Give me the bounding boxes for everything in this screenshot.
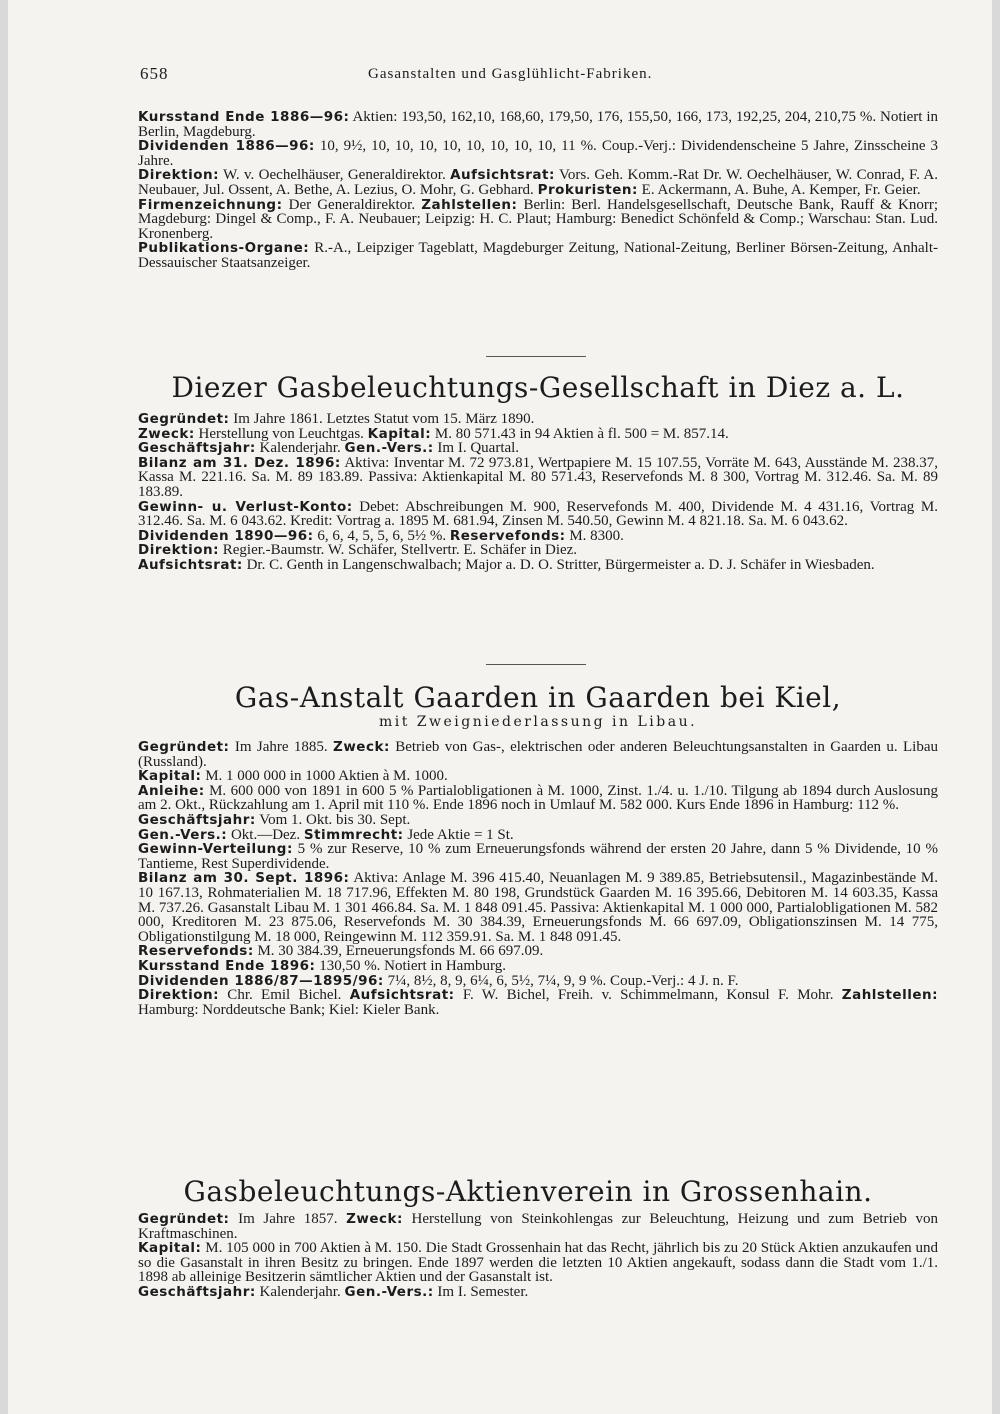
entry-publikationsorgane	[138, 241, 938, 270]
entry-label: Gen.-Vers.:	[344, 1283, 434, 1300]
entry-text: Berlin: Berl. Handelsgesellschaft, Deutsche Bank, Rauff & Knorr; Magdeburg: Dingel & Comp., F. A. Neubauer; Leipzig: H. C. Plaut; Hamburg: Benedict Schönfeld & Comp.; Warschau: Stan. Lud. Kronenberg.	[138, 196, 938, 242]
entry-text: Dr. C. Genth in Langenschwalbach; Major a. D. O. Stritter, Bürgermeister a. D. J. Schäfer in Wiesbaden.	[242, 556, 875, 573]
section-grossenhain	[138, 1212, 938, 1300]
entry-label: Firmenzeichnung:	[138, 196, 283, 213]
entry-geschaeftsjahr	[138, 813, 938, 828]
entry-label: Dividenden 1886/87—1895/96:	[138, 972, 384, 989]
entry-bilanz	[138, 871, 938, 944]
entry-text: M. 1 000 000 in 1000 Aktien à M. 1000.	[201, 768, 448, 785]
entry-label: Gen.-Vers.:	[138, 826, 228, 843]
entry-label: Gewinn- u. Verlust-Konto:	[138, 498, 353, 515]
entry-label: Kursstand Ende 1896:	[138, 957, 316, 974]
entry-label: Zweck:	[346, 1211, 403, 1227]
entry-text: Hamburg: Norddeutsche Bank; Kiel: Kieler Bank.	[138, 1001, 440, 1018]
entry-text: M. 8300.	[565, 527, 624, 544]
entry-reservefonds	[138, 944, 938, 959]
entry-dividenden	[138, 974, 938, 989]
entry-text: 10, 9½, 10, 10, 10, 10, 10, 10, 10, 10, 11 %. Coup.-Verj.: Dividendenscheine 5 Jahre, Zinsscheine 3 Jahre.	[138, 138, 938, 169]
entry-label: Kapital:	[138, 1240, 202, 1257]
entry-text: Vom 1. Okt. bis 30. Sept.	[255, 811, 411, 828]
entry-direktion	[138, 543, 938, 558]
entry-gegruendet	[138, 1212, 938, 1241]
company-heading	[138, 682, 938, 730]
entry-text: M. 80 571.43 in 94 Aktien à fl. 500 = M. 857.14.	[431, 425, 729, 442]
entry-text: Im Jahre 1885.	[229, 739, 334, 755]
entry-dividenden	[138, 529, 938, 544]
entry-text: E. Ackermann, A. Buhe, A. Kemper, Fr. Geier.	[637, 181, 921, 198]
entry-text: Vors. Geh. Komm.-Rat Dr. W. Oechelhäuser, W. Conrad, F. A. Neubauer, Jul. Ossent, A. Bethe, A. Lezius, O. Mohr, G. Gebhard.	[138, 167, 938, 198]
entry-label: Aufsichtsrat:	[349, 987, 455, 1004]
entry-label: Geschäftsjahr:	[138, 811, 256, 828]
entry-geschaeftsjahr	[138, 1285, 938, 1300]
entry-label: Aufsichtsrat:	[138, 556, 243, 573]
entry-text: 7¼, 8½, 8, 9, 6¼, 6, 5½, 7¼, 9, 9 %. Coup.-Verj.: 4 J. n. F.	[383, 972, 739, 989]
entry-text: 6, 6, 4, 5, 5, 6, 5½ %.	[313, 527, 450, 544]
entry-label: Kapital:	[138, 768, 202, 785]
entry-text: R.-A., Leipziger Tageblatt, Magdeburger Zeitung, National-Zeitung, Berliner Börsen-Zeitung, Anhalt-Dessauischer Staatsanzeiger.	[138, 240, 938, 271]
section-diez	[138, 412, 938, 573]
company-title: Gas-Anstalt Gaarden in Gaarden bei Kiel,	[234, 681, 842, 714]
entry-label: Dividenden 1890—96:	[138, 527, 314, 544]
company-title: Gasbeleuchtungs-Aktienverein in Grossenhain.	[183, 1175, 873, 1208]
entry-label: Direktion:	[138, 987, 219, 1004]
entry-label: Kursstand Ende 1886—96:	[138, 109, 350, 125]
section-divider	[486, 356, 586, 357]
entry-label: Aufsichtsrat:	[450, 167, 555, 184]
entry-kursstand	[138, 959, 938, 974]
entry-text: Jede Aktie = 1 St.	[403, 826, 514, 843]
entry-zweck	[138, 427, 938, 442]
entry-gegruendet	[138, 412, 938, 427]
entry-text: Im Jahre 1861. Letztes Statut vom 15. März 1890.	[229, 411, 535, 427]
entry-label: Zweck:	[333, 739, 390, 755]
entry-label: Stimmrecht:	[303, 826, 404, 843]
entry-kapital	[138, 1241, 938, 1285]
entry-text: F. W. Bichel, Freih. v. Schimmelmann, Konsul F. Mohr.	[454, 987, 842, 1004]
entry-gewinn-verlust	[138, 500, 938, 529]
entry-label: Zahlstellen:	[841, 987, 938, 1004]
entry-bilanz	[138, 456, 938, 500]
entry-firmenzeichnung	[138, 198, 938, 242]
document-page	[8, 0, 992, 1414]
entry-label: Direktion:	[138, 542, 219, 559]
entry-aufsichtsrat	[138, 558, 938, 573]
entry-label: Geschäftsjahr:	[138, 1283, 256, 1300]
entry-gewinn-verteilung	[138, 842, 938, 871]
entry-text: Herstellung von Leuchtgas.	[194, 425, 368, 442]
entry-label: Bilanz am 31. Dez. 1896:	[138, 454, 341, 471]
section-continued	[138, 110, 938, 271]
entry-label: Gegründet:	[138, 411, 230, 427]
entry-text: Regier.-Baumstr. W. Schäfer, Stellvertr. E. Schäfer in Diez.	[219, 542, 578, 559]
entry-label: Direktion:	[138, 167, 219, 184]
entry-text: Im Jahre 1857.	[229, 1211, 347, 1227]
entry-text: Im I. Semester.	[433, 1283, 529, 1300]
entry-kapital	[138, 769, 938, 784]
entry-text: Aktiva: Anlage M. 396 415.40, Neuanlagen M. 9 389.85, Betriebsutensil., Magazinbestände M. 10 167.13, Rohmaterialien M. 18 717.96, Effekten M. 80 198, Grundstück Gaarden M. 16 395.66, Debitoren M. 14 603.35, Kassa M. 737.26. Gasanstalt Libau M. 1 301 466.84. Sa. M. 1 848 091.45. Passiva: Aktienkapital M. 1 000 000, Partialobligationen M. 582 000, Kreditoren M. 23 875.06, Reservefonds M. 30 384.39, Erneuerungsfonds M. 66 697.09, Obligationszinsen M. 14 775, Obligationstilgung M. 18 000, Reingewinn M. 112 359.91. Sa. M. 1 848 091.45.	[138, 870, 938, 945]
entry-text: Der Generaldirektor.	[282, 196, 422, 213]
running-title: Gasanstalten und Gasglühlicht-Fabriken.	[368, 66, 653, 82]
section-divider	[486, 664, 586, 665]
entry-geschaeftsjahr	[138, 441, 938, 456]
entry-label: Geschäftsjahr:	[138, 440, 256, 457]
entry-label: Gegründet:	[138, 739, 230, 755]
entry-direktion	[138, 988, 938, 1017]
entry-text: M. 30 384.39, Erneuerungsfonds M. 66 697.09.	[253, 943, 544, 960]
entry-text: M. 600 000 von 1891 in 600 5 % Partialobligationen à M. 1000, Zinst. 1./4. u. 1./10. Tilgung ab 1894 durch Auslosung am 2. Okt., Rückzahlung am 1. April mit 110 %. Ende 1896 noch in Umlauf M. 582 000. Kurs Ende 1896 in Hamburg: 112 %.	[138, 782, 938, 814]
page-number: 658	[140, 64, 169, 83]
entry-text: Herstellung von Steinkohlengas zur Beleuchtung, Heizung und zum Betrieb von Kraftmaschinen.	[138, 1211, 939, 1242]
company-title: Diezer Gasbeleuchtungs-Gesellschaft in Diez a. L.	[171, 371, 905, 404]
entry-label: Anleihe:	[138, 782, 205, 799]
company-subtitle: mit Zweigniederlassung in Libau.	[378, 714, 698, 730]
entry-text: Chr. Emil Bichel.	[219, 987, 350, 1004]
entry-label: Prokuristen:	[537, 181, 638, 198]
entry-direktion	[138, 168, 938, 197]
entry-text: Aktiva: Inventar M. 72 973.81, Wertpapiere M. 15 107.55, Vorräte M. 643, Ausstände M. 238.37, Kassa M. 221.16. Sa. M. 89 183.89. Passiva: Aktienkapital M. 80 571.43, Reservefonds M. 8 300, Vortrag M. 312.46. Sa. M. 89 183.89.	[138, 454, 938, 500]
entry-text: Betrieb von Gas-, elektrischen oder anderen Beleuchtungsanstalten in Gaarden u. Libau (Russland).	[138, 739, 939, 770]
entry-text: Im I. Quartal.	[433, 440, 520, 457]
entry-anleihe	[138, 784, 938, 813]
section-gaarden	[138, 740, 938, 1017]
entry-label: Gen.-Vers.:	[344, 440, 434, 457]
entry-text: Okt.—Dez.	[227, 826, 304, 843]
entry-label: Gewinn-Verteilung:	[138, 841, 293, 858]
entry-label: Reservefonds:	[449, 527, 566, 544]
entry-label: Bilanz am 30. Sept. 1896:	[138, 870, 350, 887]
entry-label: Dividenden 1886—96:	[138, 138, 315, 155]
entry-label: Reservefonds:	[138, 943, 254, 960]
entry-text: Kalenderjahr.	[255, 1283, 345, 1300]
entry-text: 130,50 %. Notiert in Hamburg.	[315, 957, 506, 974]
entry-text: Kalenderjahr.	[255, 440, 345, 457]
entry-text: 5 % zur Reserve, 10 % zum Erneuerungsfonds während der ersten 20 Jahre, dann 5 % Dividende, 10 % Tantieme, Rest Superdividende.	[138, 841, 938, 872]
entry-kursstand	[138, 110, 938, 139]
entry-text: Aktien: 193,50, 162,10, 168,60, 179,50, 176, 155,50, 166, 173, 192,25, 204, 210,75 %. Notiert in Berlin, Magdeburg.	[138, 109, 938, 140]
entry-gen-vers	[138, 828, 938, 843]
entry-text: Debet: Abschreibungen M. 900, Reservefonds M. 400, Dividende M. 4 431.16, Vortrag M. 312.46. Sa. M. 6 043.62. Kredit: Vortrag a. 1895 M. 681.94, Zinsen M. 540.50, Gewinn M. 4 821.18. Sa. M. 6 043.62.	[138, 498, 938, 530]
entry-gegruendet	[138, 740, 938, 769]
entry-label: Gegründet:	[138, 1211, 230, 1227]
entry-label: Publikations-Organe:	[138, 240, 310, 257]
entry-label: Kapital:	[367, 425, 432, 442]
entry-label: Zahlstellen:	[421, 196, 518, 213]
entry-text: W. v. Oechelhäuser, Generaldirektor.	[219, 167, 451, 184]
entry-label: Zweck:	[138, 425, 195, 442]
entry-text: M. 105 000 in 700 Aktien à M. 150. Die Stadt Grossenhain hat das Recht, jährlich bis zu 20 Stück Aktien anzukaufen und so die Gasanstalt in ihren Besitz zu bringen. Ende 1897 werden die letzten 10 Aktien angekauft, sodass dann die Stadt vom 1./1. 1898 ab alleinige Besitzerin sämtlicher Aktien und der Gasanstalt ist.	[138, 1240, 938, 1286]
entry-dividenden	[138, 139, 938, 168]
